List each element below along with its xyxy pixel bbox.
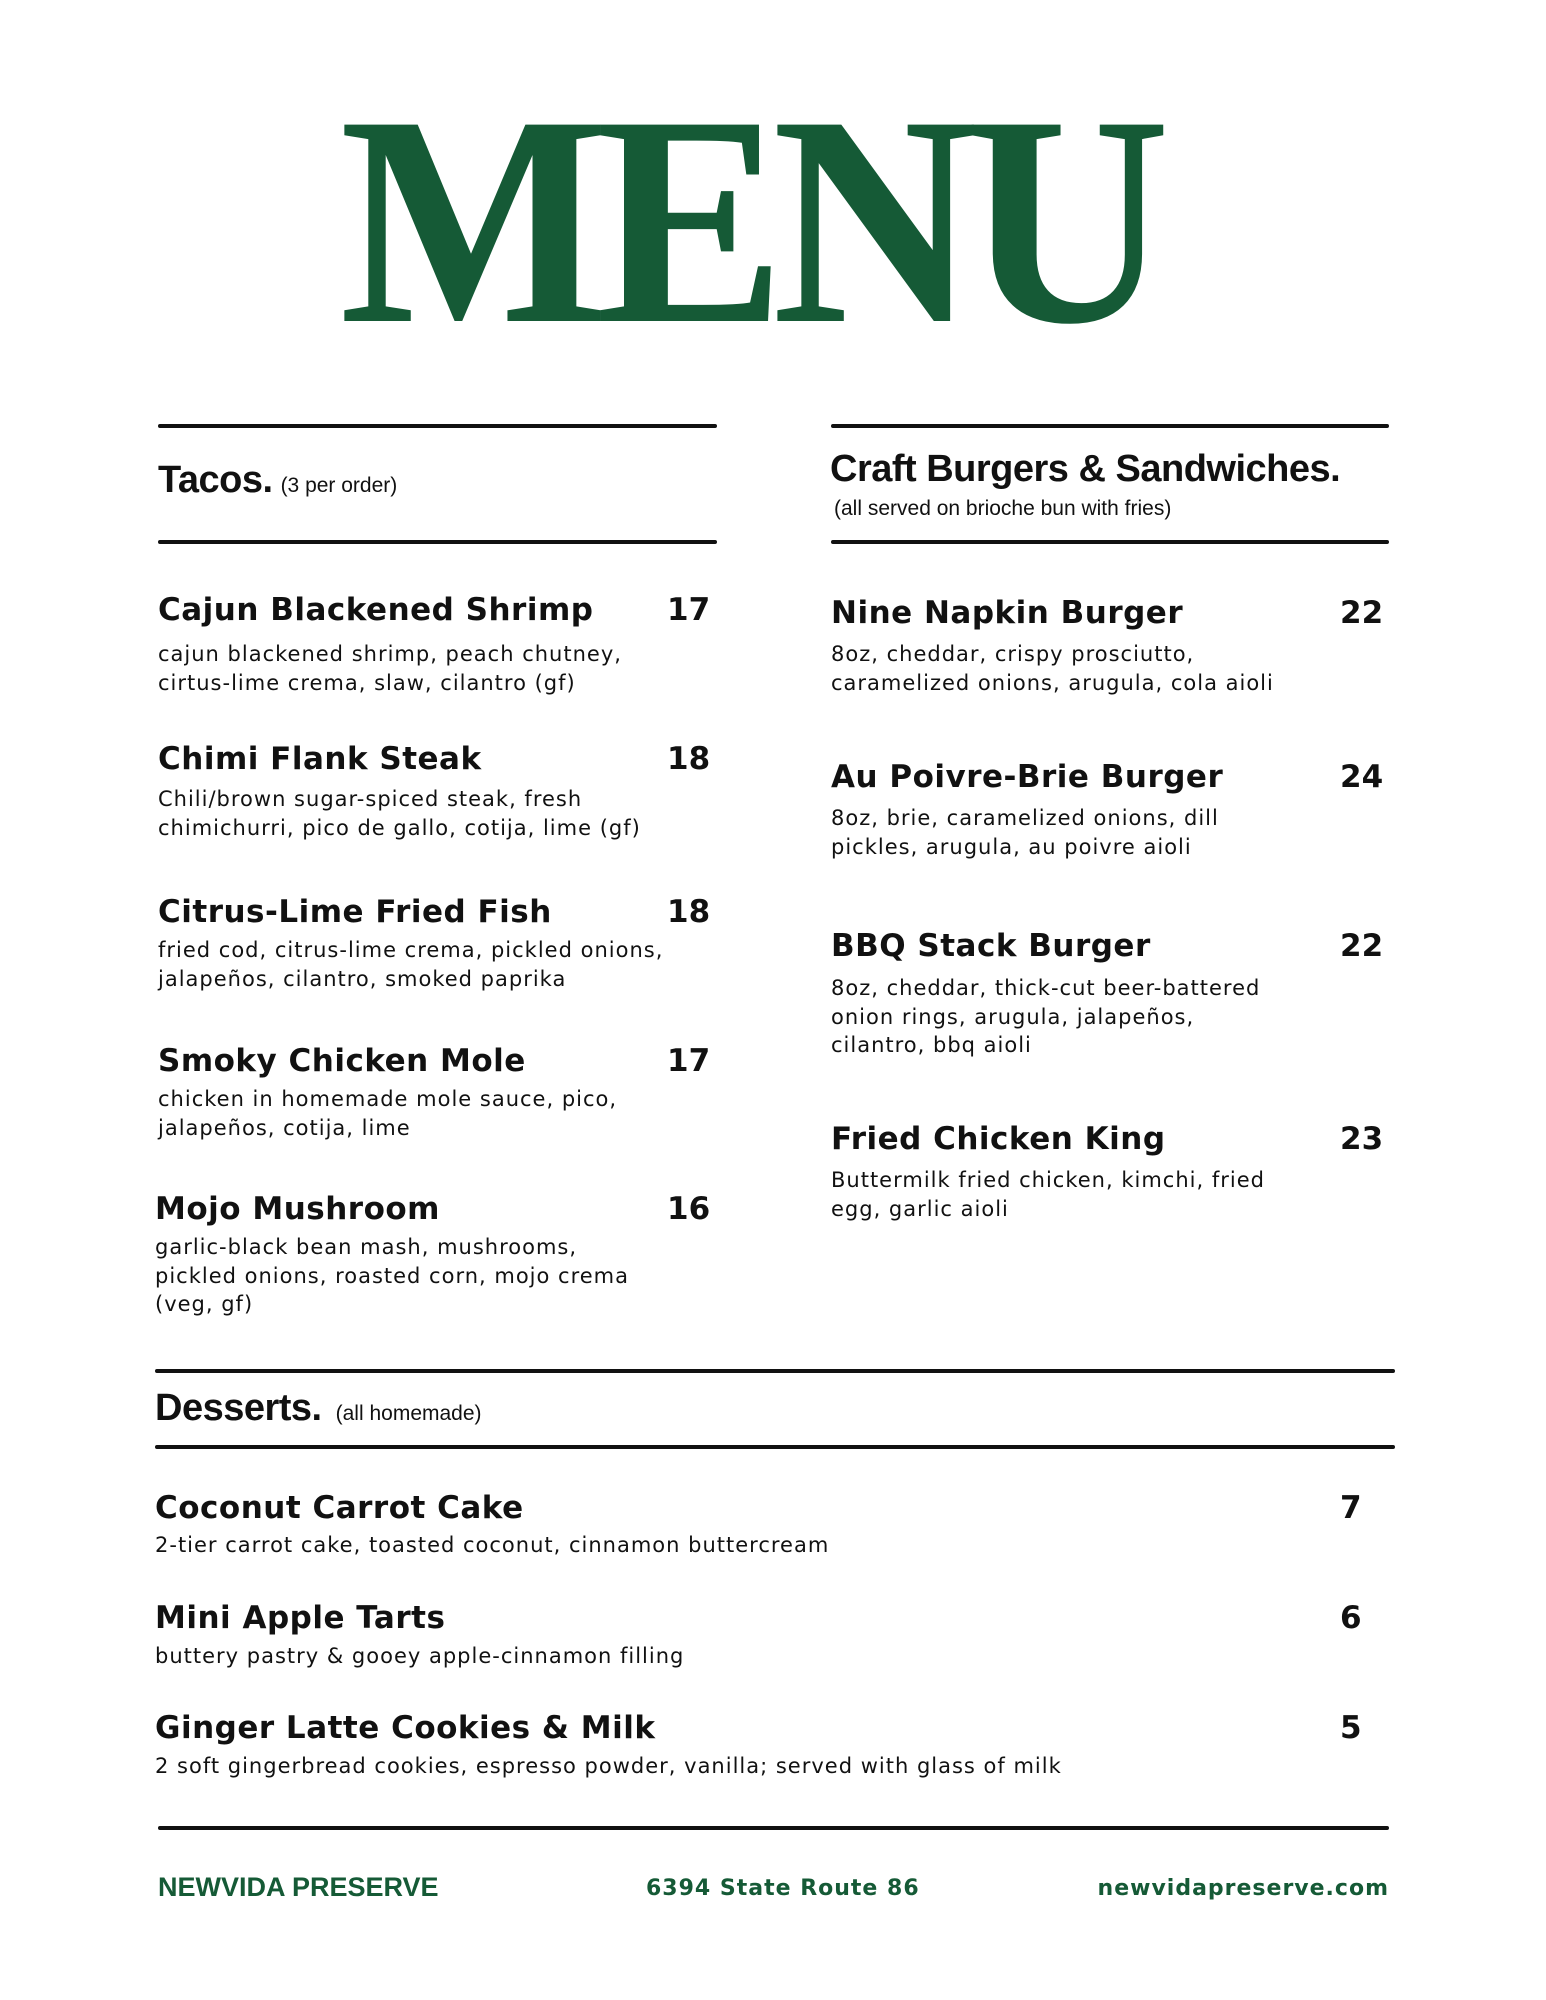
footer-website[interactable]: newvidapreserve.com xyxy=(1097,1876,1389,1901)
item-price: 23 xyxy=(1340,1121,1384,1157)
item-desc: garlic-black bean mash, mushrooms, pickled onions, roasted corn, mojo crema (veg, gf) xyxy=(155,1235,630,1316)
divider xyxy=(831,424,1389,428)
item-price: 16 xyxy=(667,1191,711,1227)
item-price: 17 xyxy=(667,1043,711,1079)
item-price: 5 xyxy=(1340,1710,1362,1746)
item-price: 6 xyxy=(1340,1600,1362,1636)
section-heading: Desserts. xyxy=(155,1387,322,1429)
section-note: (3 per order) xyxy=(280,474,398,497)
item-price: 24 xyxy=(1340,759,1384,795)
item-desc: cajun blackened shrimp, peach chutney, cirtus-lime crema, slaw, cilantro (gf) xyxy=(158,642,622,695)
item-desc: chicken in homemade mole sauce, pico, jalapeños, cotija, lime xyxy=(158,1087,618,1140)
divider xyxy=(158,540,717,544)
item-desc: 8oz, cheddar, crispy prosciutto, caramelized onions, arugula, cola aioli xyxy=(831,642,1274,695)
item-name: Ginger Latte Cookies & Milk xyxy=(155,1710,656,1746)
tacos-heading-row xyxy=(158,458,397,502)
item-name: Coconut Carrot Cake xyxy=(155,1490,524,1526)
section-heading: Craft Burgers & Sandwiches. xyxy=(830,448,1341,490)
section-note: (all served on brioche bun with fries) xyxy=(834,497,1172,520)
item-name: Smoky Chicken Mole xyxy=(158,1043,526,1079)
footer-name: NEWVIDA PRESERVE xyxy=(158,1872,439,1902)
section-note: (all homemade) xyxy=(335,1402,482,1425)
divider xyxy=(155,1445,1395,1449)
item-name: Chimi Flank Steak xyxy=(158,741,482,777)
item-price: 22 xyxy=(1340,595,1384,631)
footer-divider xyxy=(158,1826,1389,1830)
item-price: 7 xyxy=(1340,1490,1362,1526)
item-desc: buttery pastry & gooey apple-cinnamon filling xyxy=(155,1644,685,1668)
item-name: Fried Chicken King xyxy=(831,1121,1166,1157)
item-price: 17 xyxy=(667,592,711,628)
divider xyxy=(158,424,717,428)
item-desc: 8oz, cheddar, thick-cut beer-battered onion rings, arugula, jalapeños, cilantro, bbq aioli xyxy=(831,976,1261,1057)
item-name: Citrus-Lime Fried Fish xyxy=(158,894,552,930)
item-desc: 8oz, brie, caramelized onions, dill pickles, arugula, au poivre aioli xyxy=(831,806,1219,859)
item-name: Mini Apple Tarts xyxy=(155,1600,446,1636)
desserts-heading-row xyxy=(155,1386,482,1430)
menu-title: MENU xyxy=(339,54,1158,386)
item-desc: fried cod, citrus-lime crema, pickled onions, jalapeños, cilantro, smoked paprika xyxy=(158,938,664,991)
item-name: Mojo Mushroom xyxy=(155,1191,440,1227)
section-heading: Tacos. xyxy=(158,459,273,501)
item-price: 22 xyxy=(1340,928,1384,964)
item-price: 18 xyxy=(667,741,711,777)
item-desc: Buttermilk fried chicken, kimchi, fried egg, garlic aioli xyxy=(831,1168,1265,1221)
item-name: Nine Napkin Burger xyxy=(831,595,1184,631)
item-desc: 2-tier carrot cake, toasted coconut, cinnamon buttercream xyxy=(155,1533,830,1557)
footer-address: 6394 State Route 86 xyxy=(646,1876,920,1901)
item-name: BBQ Stack Burger xyxy=(831,928,1151,964)
divider xyxy=(155,1369,1395,1373)
item-price: 18 xyxy=(667,894,711,930)
item-desc: 2 soft gingerbread cookies, espresso powder, vanilla; served with glass of milk xyxy=(155,1754,1062,1778)
item-name: Cajun Blackened Shrimp xyxy=(158,592,594,628)
item-desc: Chili/brown sugar-spiced steak, fresh chimichurri, pico de gallo, cotija, lime (gf) xyxy=(158,787,641,840)
item-name: Au Poivre-Brie Burger xyxy=(831,759,1224,795)
divider xyxy=(831,540,1389,544)
